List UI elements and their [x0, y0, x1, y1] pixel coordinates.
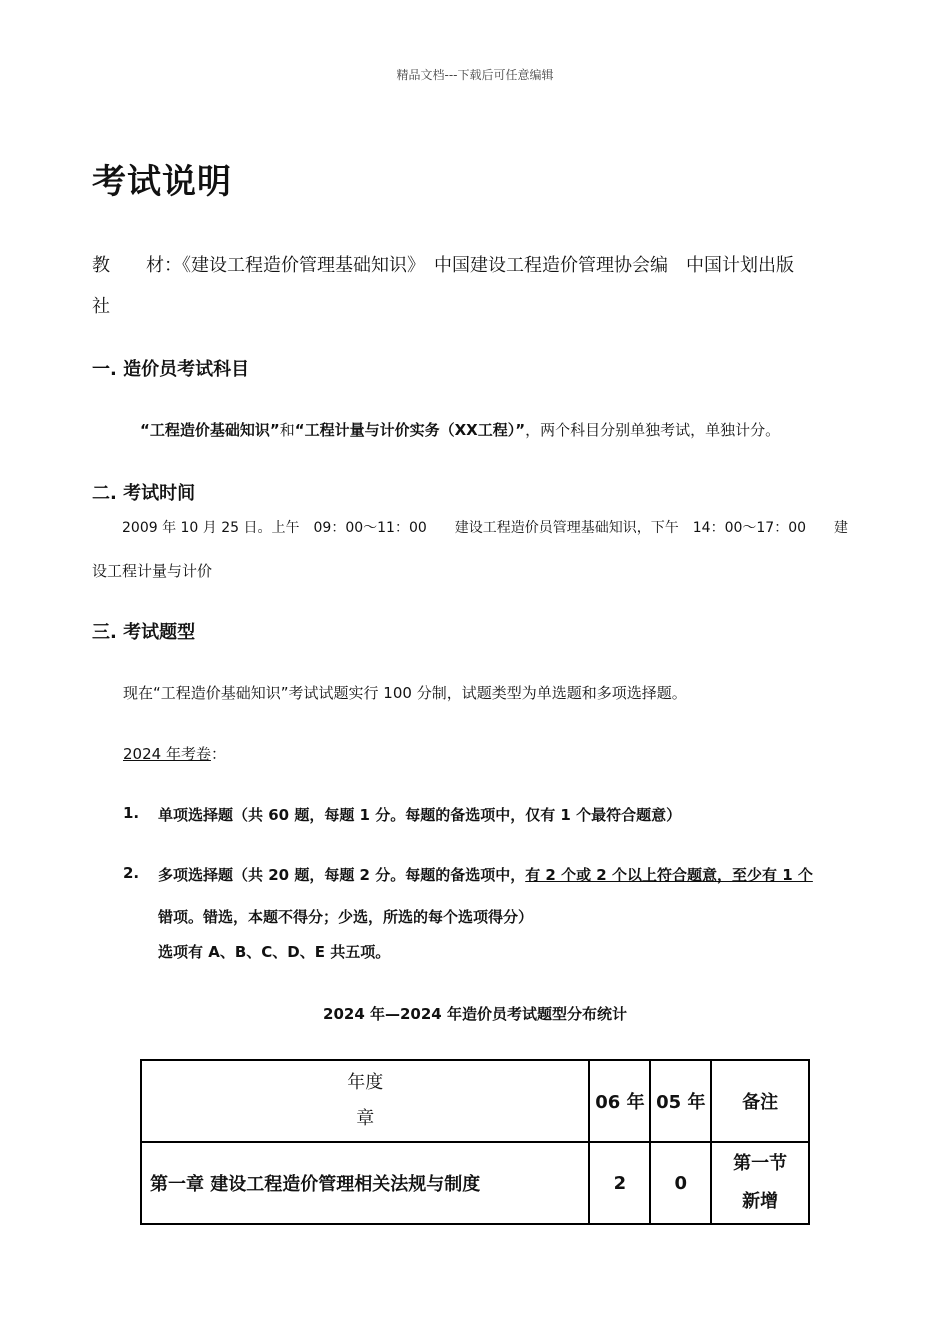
item-2-text	[158, 864, 813, 885]
table-caption: 2024 年—2024 年造价员考试题型分布统计	[323, 1005, 627, 1023]
year-paper-colon: ：	[210, 745, 226, 763]
page-header: 精品文档---下载后可任意编辑	[396, 68, 554, 82]
note-line-1: 第一节	[733, 1153, 788, 1174]
header-05: 05 年	[650, 1060, 711, 1142]
textbook-line	[92, 251, 794, 277]
year-paper-label	[123, 743, 226, 764]
subject-rest: ，两个科目分别单独考试，单独计分。	[525, 421, 781, 439]
header-06: 06 年	[589, 1060, 650, 1142]
subject-and: 和	[279, 421, 295, 439]
subject-b: “工程计量与计价实务（XX工程）”	[294, 421, 526, 439]
header-note: 备注	[711, 1060, 809, 1142]
year-paper-link-text: 2024 年考卷	[123, 745, 211, 763]
textbook-continuation: 社	[92, 296, 110, 317]
table-row	[141, 1142, 809, 1224]
table-header-row	[141, 1060, 809, 1142]
item-1-text: 单项选择题（共 60 题，每题 1 分。每题的备选项中，仅有 1 个最符合题意）	[158, 806, 682, 824]
corner-year-label: 年度	[347, 1072, 384, 1093]
section-1-body	[140, 419, 780, 440]
subject-a: “工程造价基础知识”	[140, 421, 280, 439]
item-2-text-underlined: 有 2 个或 2 个以上符合题意，至少有 1 个	[525, 866, 813, 884]
page-title: 考试说明	[92, 162, 232, 202]
item-2-line-3: 选项有 A、B、C、D、E 共五项。	[158, 943, 391, 961]
section-1-heading: 一. 造价员考试科目	[92, 359, 250, 380]
exam-time-line-2: 设工程计量与计价	[92, 562, 213, 580]
header-corner-cell	[141, 1060, 589, 1142]
note-line-2: 新增	[742, 1191, 779, 1212]
item-2-number: 2.	[123, 864, 140, 882]
value-05-cell: 0	[650, 1142, 711, 1224]
item-2-line-2: 错项。错选，本题不得分；少选，所选的每个选项得分）	[158, 908, 534, 926]
stats-table	[140, 1059, 810, 1225]
corner-chapter-label: 章	[356, 1108, 375, 1129]
item-1-number: 1.	[123, 804, 140, 822]
note-cell	[711, 1142, 809, 1224]
question-type-intro: 现在“工程造价基础知识”考试试题实行 100 分制，试题类型为单选题和多项选择题。	[123, 684, 687, 702]
section-3-heading: 三. 考试题型	[92, 622, 196, 643]
section-2-heading: 二. 考试时间	[92, 483, 196, 504]
textbook-label: 教 材：	[92, 255, 182, 276]
exam-time-line-1: 2009 年 10 月 25 日。上午 09：00～11：00 建设工程造价员管理基础知识，下午 14：00～17：00 建	[122, 520, 849, 536]
textbook-text: 《建设工程造价管理基础知识》 中国建设工程造价管理协会编 中国计划出版	[182, 255, 794, 276]
value-06-cell: 2	[589, 1142, 650, 1224]
item-2-text-a: 多项选择题（共 20 题，每题 2 分。每题的备选项中，	[158, 866, 526, 884]
chapter-cell: 第一章 建设工程造价管理相关法规与制度	[141, 1142, 589, 1224]
